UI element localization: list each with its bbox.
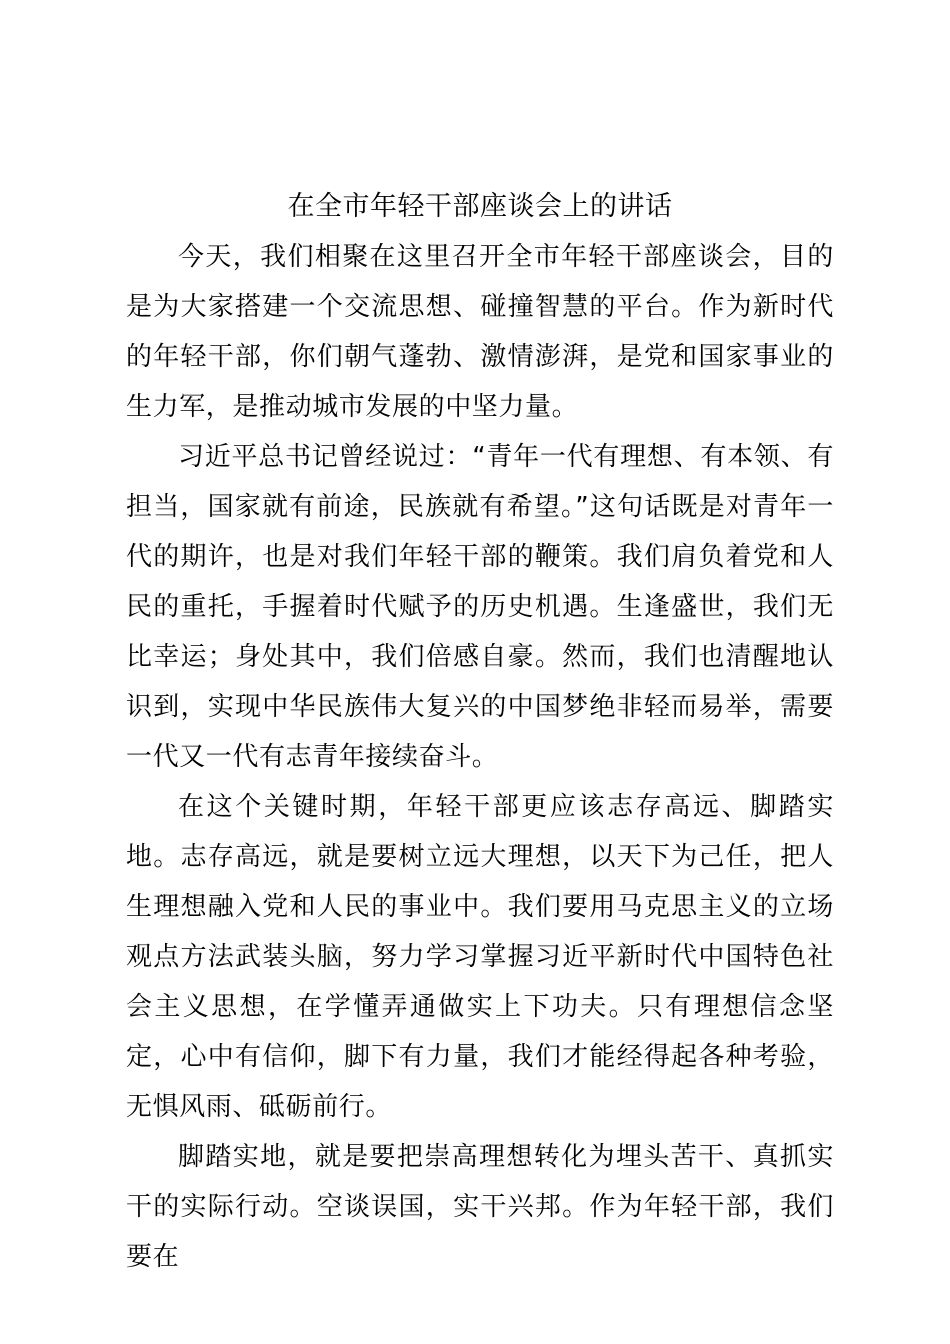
document-body	[126, 182, 834, 1282]
paragraph-2: 习近平总书记曾经说过：“青年一代有理想、有本领、有担当，国家就有前途，民族就有希望。”这句话既是对青年一代的期许，也是对我们年轻干部的鞭策。我们肩负着党和人民的重托，手握着时代赋予的历史机遇。生逢盛世，我们无比幸运；身处其中，我们倍感自豪。然而，我们也清醒地认识到，实现中华民族伟大复兴的中国梦绝非轻而易举，需要一代又一代有志青年接续奋斗。	[126, 442, 834, 772]
paragraph-4: 脚踏实地，就是要把崇高理想转化为埋头苦干、真抓实干的实际行动。空谈误国，实干兴邦。作为年轻干部，我们要在	[126, 1142, 834, 1272]
paragraph-1: 今天，我们相聚在这里召开全市年轻干部座谈会，目的是为大家搭建一个交流思想、碰撞智慧的平台。作为新时代的年轻干部，你们朝气蓬勃、激情澎湃，是党和国家事业的生力军，是推动城市发展的中坚力量。	[126, 242, 834, 422]
document-title: 在全市年轻干部座谈会上的讲话	[287, 191, 673, 222]
paragraph-3: 在这个关键时期，年轻干部更应该志存高远、脚踏实地。志存高远，就是要树立远大理想，以天下为己任，把人生理想融入党和人民的事业中。我们要用马克思主义的立场观点方法武装头脑，努力学习掌握习近平新时代中国特色社会主义思想，在学懂弄通做实上下功夫。只有理想信念坚定，心中有信仰，脚下有力量，我们才能经得起各种考验，无惧风雨、砥砺前行。	[126, 792, 834, 1122]
